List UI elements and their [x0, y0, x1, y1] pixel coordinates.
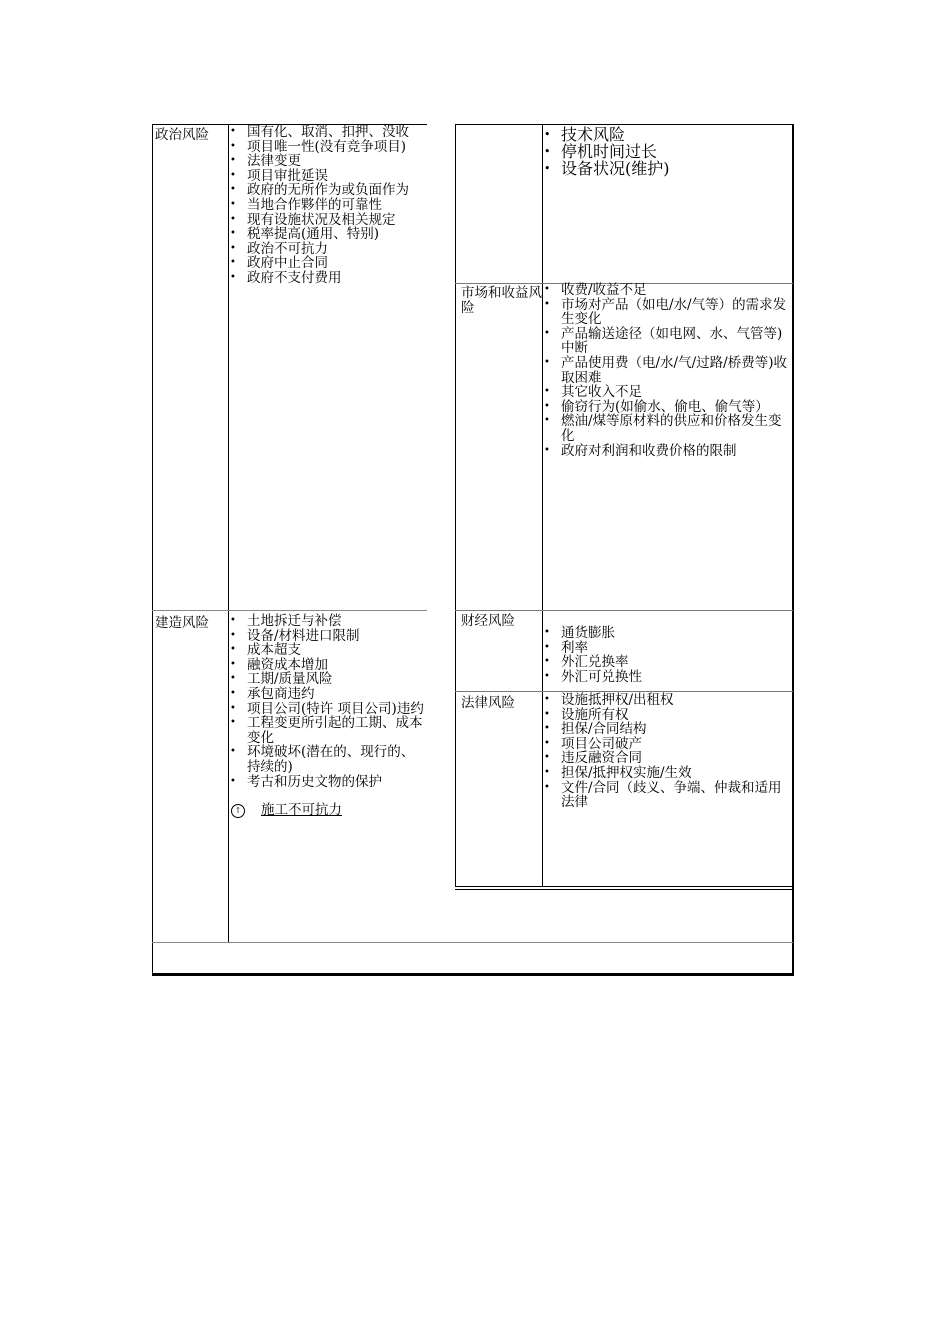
- list-item: • 政府中止合同: [228, 256, 426, 271]
- list-item: • 环境破坏(潜在的、现行的、持续的): [228, 745, 426, 774]
- list-item: • 考古和历史文物的保护: [228, 775, 426, 790]
- special-item-label: 施工不可抗力: [261, 802, 342, 818]
- list-item: • 设施所有权: [542, 708, 791, 723]
- list-item: • 成本超支: [228, 643, 426, 658]
- list-item: • 外汇兑换率: [542, 655, 791, 670]
- list-item: • 市场对产品（如电/水/气等）的需求发生变化: [542, 298, 791, 327]
- list-item: • 文件/合同（歧义、争端、仲裁和适用法律: [542, 781, 791, 810]
- list-item: • 现有设施状况及相关规定: [228, 213, 426, 228]
- left-row-divider: [152, 610, 427, 611]
- list-item: • 外汇可兑换性: [542, 670, 791, 685]
- list-item: • 燃油/煤等原材料的供应和价格发生变化: [542, 414, 791, 443]
- category-legal: 法律风险: [461, 695, 515, 711]
- list-item: • 承包商违约: [228, 687, 426, 702]
- construction-risk-list: [228, 614, 426, 789]
- right-row-divider-2: [455, 610, 793, 611]
- list-item: • 法律变更: [228, 154, 426, 169]
- list-item: • 产品输送途径（如电网、水、气管等)中断: [542, 327, 791, 356]
- list-item: • 其它收入不足: [542, 385, 791, 400]
- category-political: 政治风险: [155, 127, 209, 143]
- list-item: • 违反融资合同: [542, 751, 791, 766]
- right-left-edge: [455, 124, 456, 887]
- list-item: • 担保/抵押权实施/生效: [542, 766, 791, 781]
- list-item: • 设备状况(维护): [542, 160, 790, 177]
- category-construction: 建造风险: [155, 615, 209, 631]
- list-item: • 项目唯一性(没有竞争项目): [228, 140, 426, 155]
- list-item: • 国有化、取消、扣押、没收: [228, 125, 426, 140]
- list-item: • 利率: [542, 641, 791, 656]
- list-item: • 工期/质量风险: [228, 672, 426, 687]
- list-item: • 税率提高(通用、特别): [228, 227, 426, 242]
- right-bottom-double-1: [455, 886, 793, 887]
- category-financial: 财经风险: [461, 613, 515, 629]
- clock-icon: ↑: [231, 804, 245, 818]
- list-item: • 收费/收益不足: [542, 283, 791, 298]
- frame-bottom: [152, 973, 794, 976]
- frame-left: [152, 124, 153, 976]
- list-item: • 项目审批延误: [228, 169, 426, 184]
- special-item: [231, 803, 342, 818]
- market-risk-list: [542, 283, 791, 458]
- list-item: • 当地合作夥伴的可靠性: [228, 198, 426, 213]
- list-item: • 政治不可抗力: [228, 242, 426, 257]
- list-item: • 政府的无所作为或负面作为: [228, 183, 426, 198]
- bottom-row-divider: [152, 942, 793, 943]
- list-item: • 土地拆迁与补偿: [228, 614, 426, 629]
- list-item: • 设施抵押权/出租权: [542, 693, 791, 708]
- list-item: • 融资成本增加: [228, 658, 426, 673]
- category-market: 市场和收益风险: [461, 285, 542, 316]
- list-item: • 设备/材料进口限制: [228, 629, 426, 644]
- list-item: • 偷窃行为(如偷水、偷电、偷气等）: [542, 400, 791, 415]
- list-item: • 政府对利润和收费价格的限制: [542, 444, 791, 459]
- frame-right: [792, 124, 794, 976]
- list-item: • 项目公司破产: [542, 737, 791, 752]
- list-item: • 担保/合同结构: [542, 722, 791, 737]
- political-risk-list: [228, 125, 426, 286]
- list-item: • 产品使用费（电/水/气/过路/桥费等)收取困难: [542, 356, 791, 385]
- right-bottom-double-2: [455, 889, 793, 890]
- technical-risk-list: [542, 126, 790, 177]
- legal-risk-list: [542, 693, 791, 810]
- list-item: • 项目公司(特许 项目公司)违约: [228, 702, 426, 717]
- list-item: • 停机时间过长: [542, 143, 790, 160]
- list-item: • 技术风险: [542, 126, 790, 143]
- list-item: • 工程变更所引起的工期、成本变化: [228, 716, 426, 745]
- list-item: • 通货膨胀: [542, 626, 791, 641]
- financial-risk-list: [542, 626, 791, 684]
- list-item: • 政府不支付费用: [228, 271, 426, 286]
